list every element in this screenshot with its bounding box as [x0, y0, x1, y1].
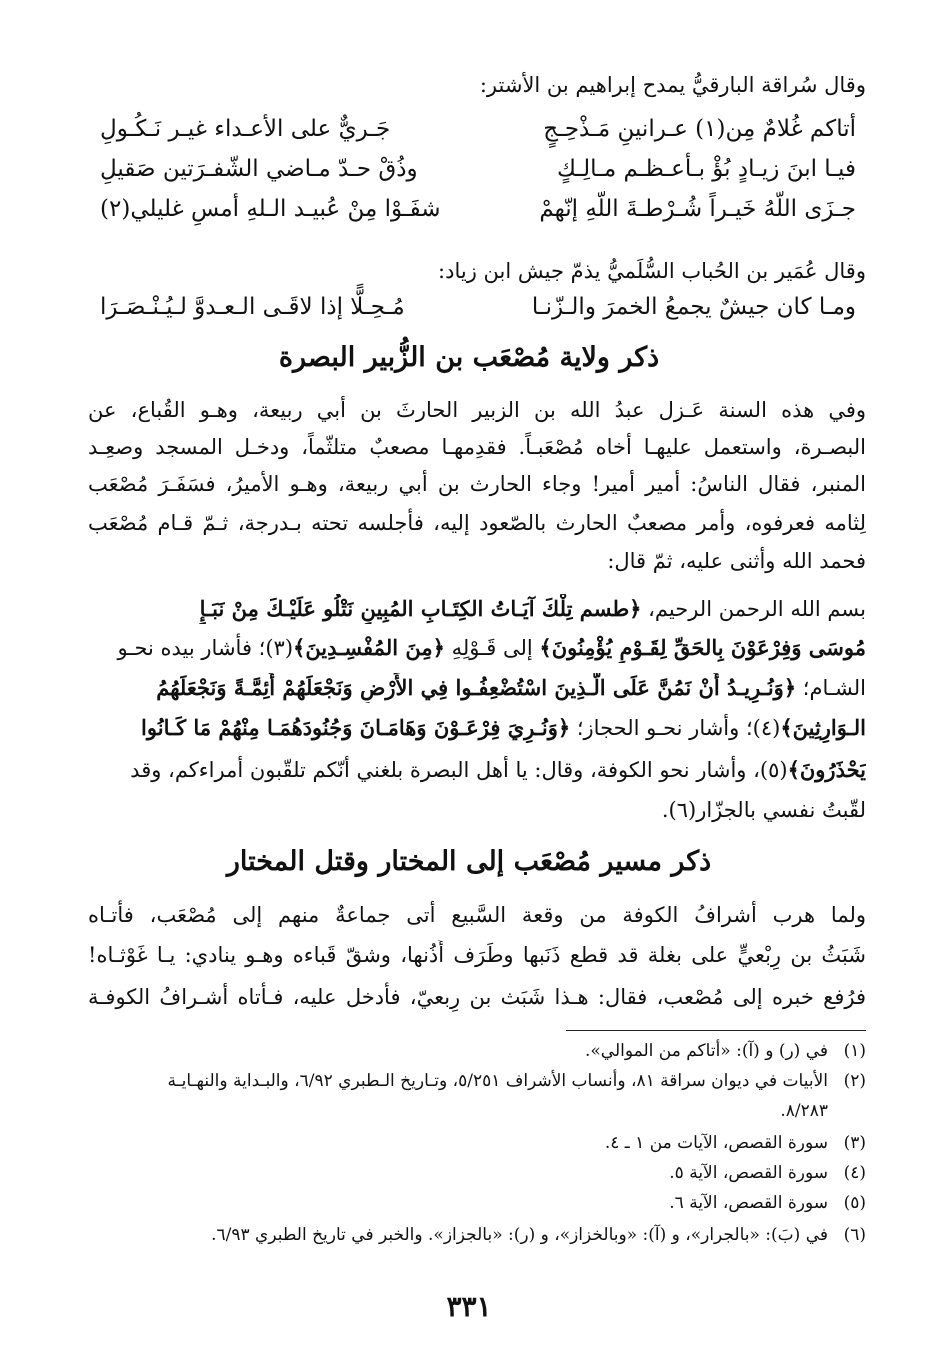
para2-line	[88, 594, 866, 624]
page-number: ٣٣١	[446, 1290, 492, 1323]
para3-line: ولما هرب أشرافُ الكوفة من وقعة السَّبيع أتى جماعةٌ منهم إلى مُصْعَب، فأتـاه	[88, 903, 866, 927]
footnote-text: في (ر) و (آ): «أتاكم من الموالي».	[585, 1041, 828, 1061]
footnote-number: (٤)	[843, 1163, 866, 1183]
quran-verse: ﴿طسم تِلْكَ آيَـاتُ الكِتَـابِ المُبِينِ نَتْلُو عَلَيْـكَ مِنْ نَبَـإِ	[199, 596, 642, 621]
footnote-number: (٢)	[843, 1071, 866, 1091]
footnote-number: (١)	[843, 1041, 866, 1061]
section-heading-2: ذكر مسير مُصْعَب إلى المختار وقتل المختار	[226, 846, 712, 877]
footnote-text: سورة القصص، الآيات من ١ ـ ٤.	[604, 1133, 828, 1153]
poem1-verse1-left: جَـريٌّ على الأعـداء غيـر نَـكُـولِ	[100, 116, 391, 142]
footnote-text: الأبيات في ديوان سراقة ٨١، وأنساب الأشراف ٥/٢٥١، وتـاريخ الـطبري ٦/٩٢، والبـداية والنهـايـة	[167, 1071, 828, 1091]
text-span: (٥)، وأشار نحو الكوفة، وقال: يا أهل البصرة بلغني أنّكم تلقّبون أمراءكم، وقد	[130, 758, 788, 782]
para2-line: لقّبتُ نفسي بالجزّار(٦).	[661, 798, 866, 822]
footnote-number: (٥)	[843, 1193, 866, 1213]
footnote-text: ٨/٢٨٣.	[780, 1101, 828, 1121]
text-span: (٤)؛ وأشار نحـو الحجاز؛	[570, 716, 781, 740]
para1-line: وفي هذه السنة عَـزل عبدُ الله بن الزبير الحارثَ بن أبي ربيعة، وهـو القُباع، عن	[88, 398, 866, 422]
intro-line-1: وقال سُراقة البارقيُّ يمدح إبراهيم بن الأشتر:	[479, 73, 866, 97]
poem1-verse2-left: وذُقْ حـدّ مـاضي الشّفـرَتين صَقيلِ	[100, 156, 418, 182]
footnote-text: سورة القصص، الآية ٥.	[669, 1163, 828, 1183]
para2-line	[88, 713, 866, 743]
poem1-verse3-right: جـزَى اللّهُ خَيـراً شُـرْطـةَ اللّهِ إنّهمْ	[539, 196, 856, 222]
footnote	[90, 1190, 866, 1216]
quran-verse: ﴿وَنُـرِيـدُ أَنْ نَمُنَّ عَلَى الَّـذِينَ اسْتُضْعِفُـوا فِي الأَرْضِ وَنَجْعَلَهُمْ أَئِمَّـةً وَنَجْعَلَهُمُ	[156, 675, 797, 700]
para2-line	[88, 755, 866, 785]
quran-verse: ﴿مِنَ المُفْسِـدِينَ﴾	[293, 635, 445, 660]
footnote-number: (٦)	[843, 1225, 866, 1245]
quran-verse: ﴿وَنُـرِيَ فِرْعَـوْنَ وَهَامَـانَ وَجُنُودَهُمَـا مِنْهُمْ مَا كَـانُوا	[141, 715, 571, 740]
text-span: (٣)؛ فأشار بيده نحـو	[117, 636, 294, 660]
para1-line: البصـرة، واستعمل عليهـا أخاه مُصْعَبـاً. فقدِمهـا مصعبٌ متلثّماً، ودخـل المسجد وصعِـد	[88, 435, 866, 459]
para3-line: فرُفع خبره إلى مُصْعب، فقال: هـذا شَبَث بن رِبعيّ، فأدخل عليه، فـأتاه أشـرافُ الكوفـة	[88, 985, 866, 1009]
footnote	[90, 1068, 866, 1094]
poem1-verse3-left: شفَـوْا مِنْ عُبيـد الـلهِ أمسِ غليلي(٢)	[100, 196, 441, 222]
para1-line: المنبر، فقال الناسُ: أمير أمير! وجاء الحارث بن أبي ربيعة، وهـو الأميرُ، فسَفَـرَ مُصْعَب	[88, 472, 866, 496]
footnote-text: سورة القصص، الآية ٦.	[669, 1193, 828, 1213]
quran-verse: يَحْذَرُونَ﴾	[787, 757, 866, 782]
quran-verse: مُوسَى وَفِرْعَوْنَ بِالحَقِّ لِقَـوْمٍ يُؤْمِنُونَ﴾	[539, 635, 866, 660]
footnote	[90, 1222, 866, 1248]
poem2-verse-right: ومـا كان جيشٌ يجمعُ الخمرَ والـزّنـا	[531, 294, 856, 320]
poem1-verse1-right: أتاكم غُلامٌ مِن(١) عـرانينِ مَـذْحِـجٍ	[543, 116, 856, 142]
text-span: إلى قَـوْلِهِ	[444, 636, 540, 660]
para2-line	[88, 633, 866, 663]
para1-line: فحمد الله وأثنى عليه، ثمّ قال:	[607, 549, 866, 573]
footnote	[90, 1130, 866, 1156]
para1-line: لِثامه فعرفوه، وأمر مصعبٌ الحارث بالصّعود إليه، فأجلسه تحته بـدرجة، ثـمّ قـام مُصْعَب	[88, 511, 866, 535]
footnote	[90, 1098, 866, 1124]
poem2-verse-left: مُـحِـلًّا إذا لاقَـى الـعـدوَّ لـيُـنْـصَـرَا	[100, 294, 405, 320]
footnote-number: (٣)	[843, 1133, 866, 1153]
text-span: الشـام؛	[796, 676, 866, 700]
footnote-text: في (بَ): «بالجرار»، و (آ): «وبالخزاز»، و (ر): «بالجزاز». والخبر في تاريخ الطبري ٦/٩٣.	[211, 1225, 828, 1245]
footnote	[90, 1160, 866, 1186]
footnote-divider	[566, 1030, 866, 1031]
intro-line-2: وقال عُمَير بن الحُباب السُّلَميُّ يذمّ جيش ابن زياد:	[438, 259, 866, 283]
poem1-verse2-right: فيـا ابنَ زيـادٍ بُؤْ بـأعـظـم مـالِـكٍ	[556, 156, 856, 182]
para3-line: شَبَثُ بن رِبْعيٍّ على بغلة قد قطع ذَنَبها وطَرَف أُذُنها، وشقّ قَباءه وهـو ينادي: يـا غَوْثـاه!	[88, 943, 866, 967]
section-heading-1: ذكر ولاية مُصْعَب بن الزُّبير البصرة	[278, 342, 660, 373]
quran-verse: الـوَارِثِينَ﴾	[780, 715, 866, 740]
footnote	[90, 1038, 866, 1064]
basmala-text: بسم الله الرحمن الرحيم،	[641, 597, 866, 621]
para2-line	[88, 673, 866, 703]
